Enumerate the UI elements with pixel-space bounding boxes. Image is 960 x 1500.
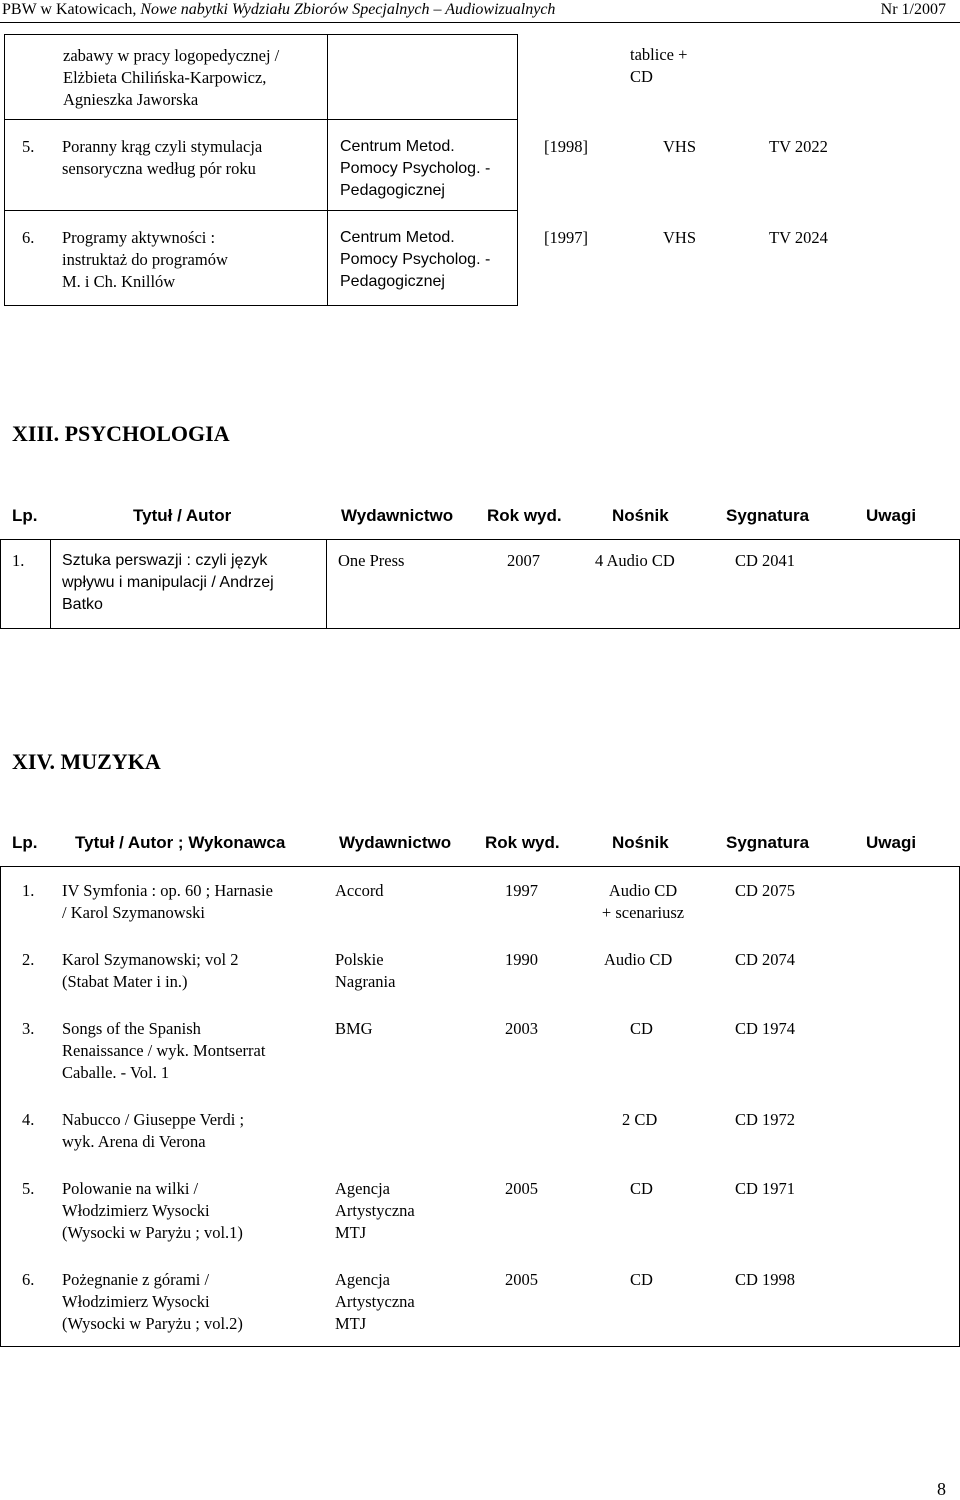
col-publisher: Wydawnictwo	[341, 506, 454, 525]
col-lp: Lp.	[12, 833, 38, 852]
table-rule	[50, 539, 51, 629]
section-heading-muzyka: XIV. MUZYKA	[12, 749, 161, 774]
mus-row-6-publisher: Agencja Artystyczna MTJ	[335, 1270, 415, 1333]
header-rule	[0, 22, 960, 23]
psy-row-1-publisher: One Press	[338, 551, 405, 570]
mus-row-2-medium: Audio CD	[604, 950, 673, 969]
mus-row-1-year: 1997	[505, 881, 538, 900]
mus-row-1-lp: 1.	[22, 881, 35, 900]
table-rule	[0, 539, 1, 629]
table-rule	[326, 539, 327, 629]
page-number: 8	[937, 1479, 946, 1499]
mus-row-5-medium: CD	[630, 1179, 653, 1198]
prev-row-2-publisher: Centrum Metod. Pomocy Psycholog. - Pedagogicznej	[340, 229, 491, 290]
mus-row-2-year: 1990	[505, 950, 538, 969]
col-title: Tytuł / Autor ; Wykonawca	[75, 833, 286, 852]
table-rule	[0, 866, 1, 1347]
psy-row-1-title: Sztuka perswazji : czyli język wpływu i manipulacji / Andrzej Batko	[62, 552, 274, 613]
prev-row-1-publisher: Centrum Metod. Pomocy Psycholog. - Pedagogicznej	[340, 138, 491, 199]
mus-row-1-title: IV Symfonia : op. 60 ; Harnasie / Karol Szymanowski	[62, 881, 273, 922]
col-title: Tytuł / Autor	[133, 506, 232, 525]
mus-row-2-title: Karol Szymanowski; vol 2 (Stabat Mater i in.)	[62, 950, 239, 991]
psy-row-1-medium: 4 Audio CD	[595, 551, 675, 570]
prev-row-1-title: Poranny krąg czyli stymulacja sensoryczna według pór roku	[62, 137, 263, 178]
mus-row-3-medium: CD	[630, 1019, 653, 1038]
mus-row-3-year: 2003	[505, 1019, 538, 1038]
psy-row-1-signature: CD 2041	[735, 551, 796, 570]
mus-row-6-signature: CD 1998	[735, 1270, 796, 1289]
col-medium: Nośnik	[612, 506, 669, 525]
mus-row-5-year: 2005	[505, 1179, 538, 1198]
mus-row-3-publisher: BMG	[335, 1019, 373, 1038]
mus-row-5-publisher: Agencja Artystyczna MTJ	[335, 1179, 415, 1242]
col-year: Rok wyd.	[485, 833, 560, 852]
mus-row-6-medium: CD	[630, 1270, 653, 1289]
mus-row-6-year: 2005	[505, 1270, 538, 1289]
table-rule	[0, 539, 960, 540]
prev-row-0-title: zabawy w pracy logopedycznej / Elżbieta Chilińska-Karpowicz, Agnieszka Jaworska	[63, 46, 280, 109]
prev-row-2-medium: VHS	[663, 228, 697, 247]
prev-row-1-year: [1998]	[544, 137, 588, 156]
mus-row-1-publisher: Accord	[335, 881, 384, 900]
col-notes: Uwagi	[866, 833, 917, 852]
col-medium: Nośnik	[612, 833, 669, 852]
prev-divider	[327, 119, 328, 211]
mus-row-3-title: Songs of the Spanish Renaissance / wyk. Montserrat Caballe. - Vol. 1	[62, 1019, 266, 1082]
mus-row-4-medium: 2 CD	[622, 1110, 658, 1129]
mus-row-1-signature: CD 2075	[735, 881, 796, 900]
page-header	[0, 0, 960, 20]
mus-row-5-lp: 5.	[22, 1179, 35, 1198]
mus-row-1-medium: Audio CD + scenariusz	[601, 881, 685, 922]
mus-row-3-signature: CD 1974	[735, 1019, 796, 1038]
prev-row-1-signature: TV 2022	[769, 137, 828, 156]
prev-row-0-medium: tablice + CD	[630, 45, 688, 86]
prev-row-2-title: Programy aktywności : instruktaż do programów M. i Ch. Knillów	[62, 228, 228, 291]
table-rule	[0, 866, 960, 867]
col-year: Rok wyd.	[487, 506, 562, 525]
mus-row-2-signature: CD 2074	[735, 950, 796, 969]
mus-row-5-signature: CD 1971	[735, 1179, 796, 1198]
table-rule	[0, 628, 960, 629]
prev-row-0-left	[4, 34, 518, 120]
header-title	[2, 0, 555, 20]
mus-row-4-lp: 4.	[22, 1110, 35, 1129]
mus-row-2-publisher: Polskie Nagrania	[335, 950, 396, 991]
prev-row-2-year: [1997]	[544, 228, 588, 247]
prev-row-1-medium: VHS	[663, 137, 697, 156]
psy-row-1-lp: 1.	[12, 551, 25, 570]
col-lp: Lp.	[12, 506, 38, 525]
header-prefix: PBW w Katowicach,	[2, 1, 137, 18]
col-signature: Sygnatura	[726, 833, 810, 852]
mus-row-3-lp: 3.	[22, 1019, 35, 1038]
prev-row-1-lp: 5.	[22, 137, 35, 156]
mus-row-5-title: Polowanie na wilki / Włodzimierz Wysocki (Wysocki w Paryżu ; vol.1)	[62, 1179, 243, 1242]
mus-row-6-lp: 6.	[22, 1270, 35, 1289]
prev-row-2-signature: TV 2024	[769, 228, 828, 247]
col-signature: Sygnatura	[726, 506, 810, 525]
col-publisher: Wydawnictwo	[339, 833, 452, 852]
header-issue: Nr 1/2007	[880, 1, 946, 18]
mus-row-6-title: Pożegnanie z górami / Włodzimierz Wysocki (Wysocki w Paryżu ; vol.2)	[62, 1270, 243, 1333]
table-rule	[0, 1346, 960, 1347]
prev-row-2-lp: 6.	[22, 228, 35, 247]
mus-row-4-title: Nabucco / Giuseppe Verdi ; wyk. Arena di Verona	[62, 1110, 245, 1151]
header-italic-title: Nowe nabytki Wydziału Zbiorów Specjalnych – Audiowizualnych	[140, 1, 556, 18]
mus-row-2-lp: 2.	[22, 950, 35, 969]
prev-divider	[327, 210, 328, 306]
prev-divider	[327, 35, 328, 121]
section-heading-psychologia: XIII. PSYCHOLOGIA	[12, 421, 230, 446]
mus-row-4-signature: CD 1972	[735, 1110, 796, 1129]
col-notes: Uwagi	[866, 506, 917, 525]
psy-row-1-year: 2007	[507, 551, 540, 570]
